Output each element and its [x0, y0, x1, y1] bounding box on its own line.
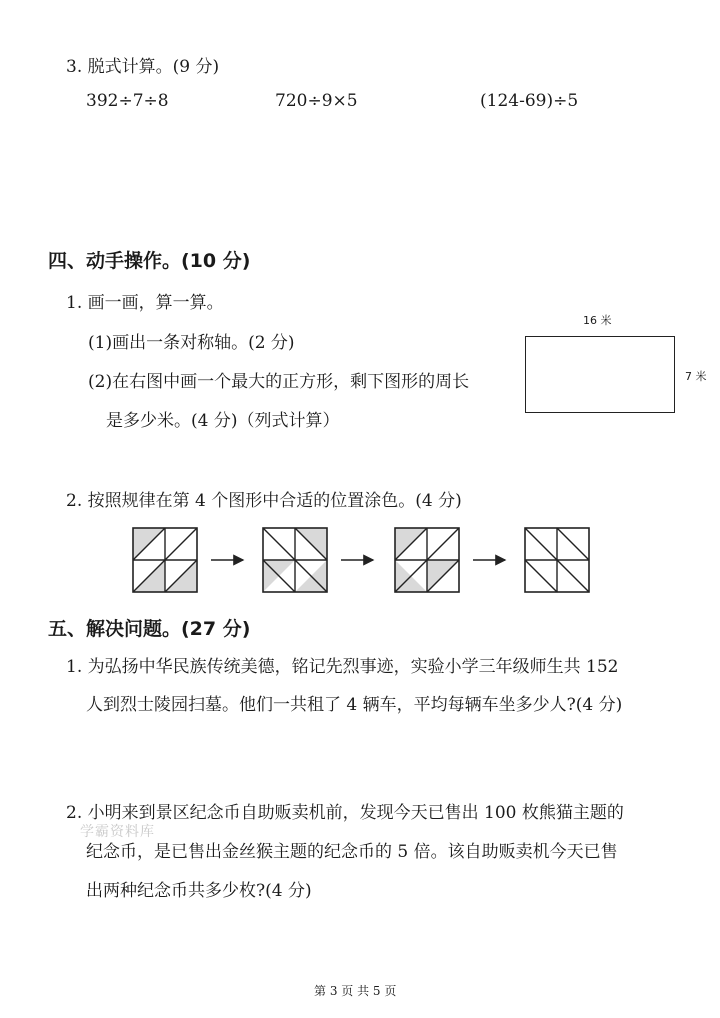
rect-width-label: 16 米: [583, 314, 612, 327]
calc-problem-1: 392÷7÷8: [86, 91, 169, 111]
pattern-square-3: [395, 528, 459, 592]
s5-q1-line1: 1. 为弘扬中华民族传统美德，铭记先烈事迹，实验小学三年级师生共 152: [66, 657, 619, 677]
q2-title: 2. 按照规律在第 4 个图形中合适的位置涂色。(4 分): [66, 491, 462, 511]
s5-q2-line1: 2. 小明来到景区纪念币自助贩卖机前，发现今天已售出 100 枚熊猫主题的: [66, 803, 624, 823]
s5-q2-line2: 纪念币，是已售出金丝猴主题的纪念币的 5 倍。该自助贩卖机今天已售: [86, 842, 618, 862]
q1-part2-line2: 是多少米。(4 分)（列式计算）: [106, 411, 340, 431]
pattern-sequence: [125, 520, 595, 596]
q1-part2-line1: (2)在右图中画一个最大的正方形，剩下图形的周长: [88, 372, 470, 392]
page-footer: 第 3 页 共 5 页: [314, 984, 397, 998]
pattern-square-1: [133, 528, 197, 592]
s5-q2-line3: 出两种纪念币共多少枚?(4 分): [86, 881, 312, 901]
calc-problem-3: (124-69)÷5: [480, 91, 579, 111]
calc-title: 3. 脱式计算。(9 分): [66, 57, 220, 77]
s5-q1-line2: 人到烈士陵园扫墓。他们一共租了 4 辆车，平均每辆车坐多少人?(4 分): [86, 695, 623, 715]
q1-title: 1. 画一画，算一算。: [66, 293, 224, 313]
watermark: 学霸资料库: [80, 824, 155, 840]
pattern-square-2: [263, 528, 327, 592]
rect-height-label: 7 米: [685, 370, 707, 383]
q1-part1: (1)画出一条对称轴。(2 分): [88, 333, 295, 353]
rectangle-figure: [525, 336, 675, 413]
section-heading-5: 五、解决问题。(27 分): [48, 618, 251, 640]
section-heading-4: 四、动手操作。(10 分): [48, 250, 251, 272]
calc-problem-2: 720÷9×5: [275, 91, 358, 111]
pattern-square-4[interactable]: [525, 528, 589, 592]
